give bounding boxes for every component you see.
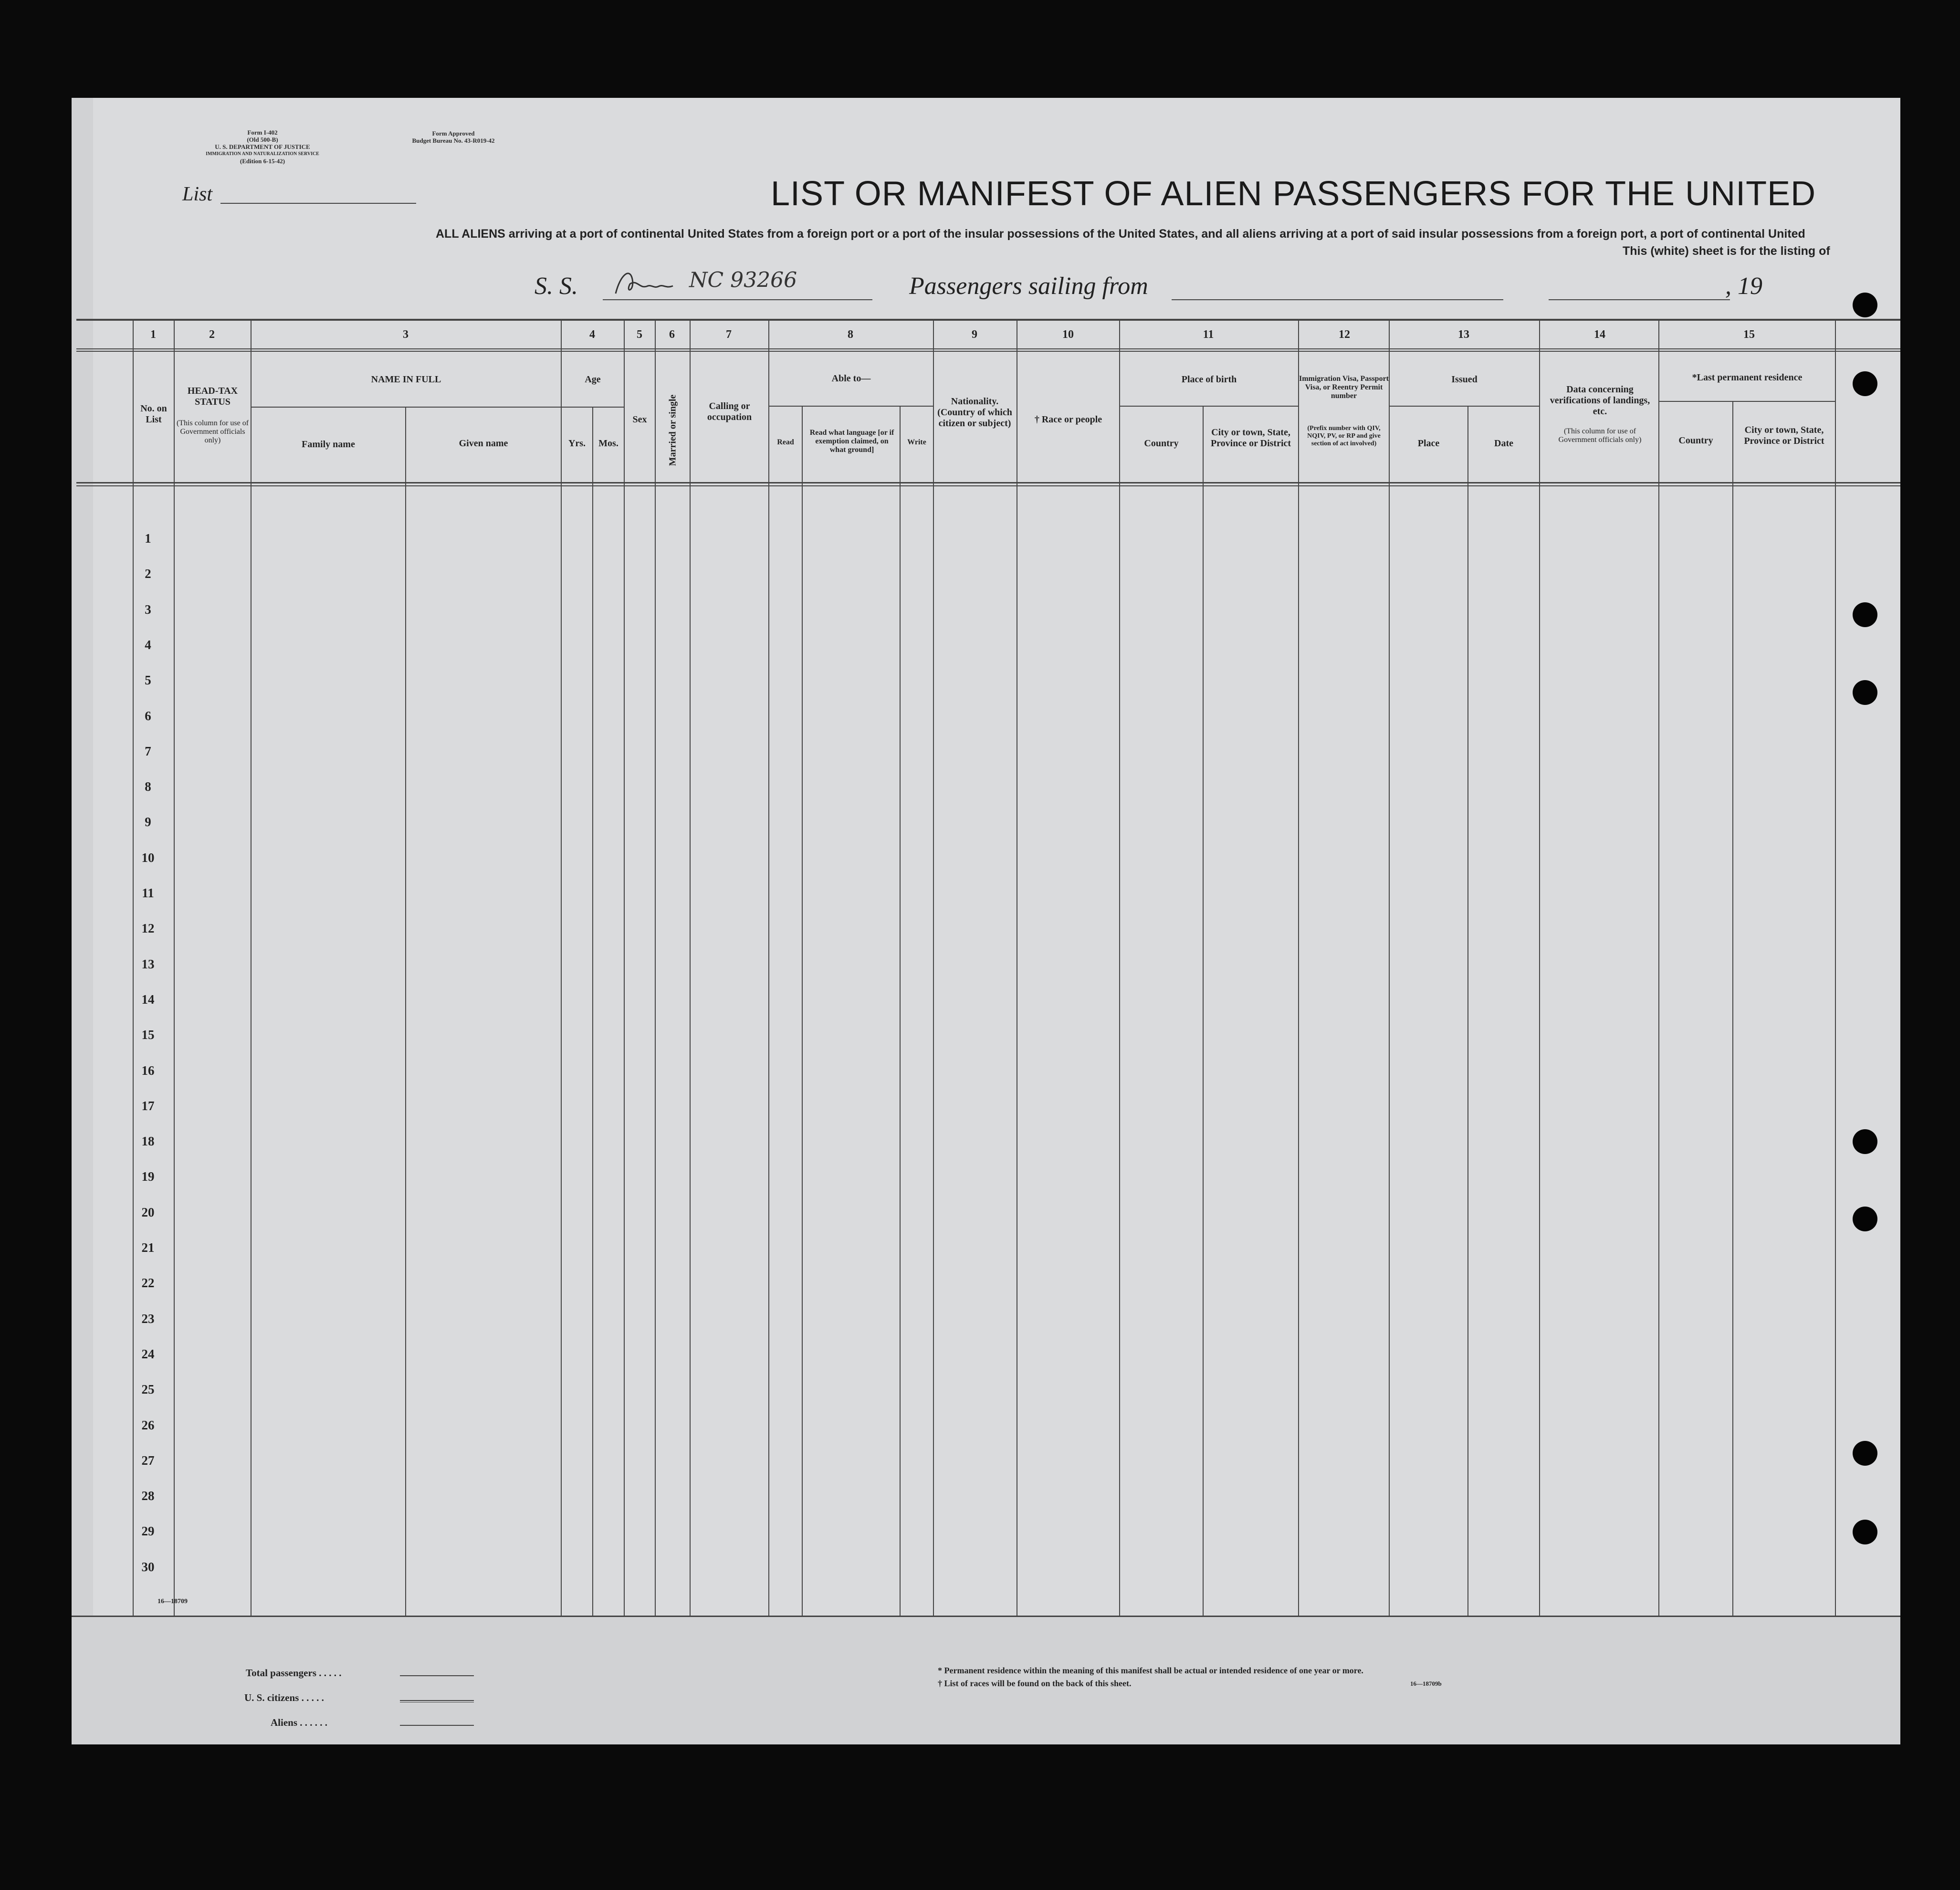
table-bottom-border bbox=[72, 1616, 1900, 1617]
col-line-3 bbox=[251, 319, 252, 1616]
col-line-11 bbox=[802, 407, 803, 1616]
row-number: 10 bbox=[141, 850, 155, 865]
header-head-tax: HEAD-TAX STATUS bbox=[187, 386, 238, 407]
header-bottom-border-2 bbox=[76, 485, 1900, 486]
col-line-17 bbox=[1298, 319, 1299, 1616]
header-issued-date: Date bbox=[1494, 438, 1513, 449]
col-num-15: 15 bbox=[1743, 328, 1755, 341]
col-num-8: 8 bbox=[848, 328, 853, 341]
row-number: 4 bbox=[145, 637, 151, 652]
list-label: List bbox=[182, 183, 213, 205]
row-number: 3 bbox=[145, 602, 151, 617]
col-line-12 bbox=[900, 407, 901, 1616]
col-line-21 bbox=[1658, 319, 1659, 1616]
col-line-5 bbox=[561, 319, 562, 1616]
row-number: 5 bbox=[145, 673, 151, 688]
row-number: 28 bbox=[141, 1489, 155, 1503]
col-line-13 bbox=[933, 319, 934, 1616]
header-given-name: Given name bbox=[459, 438, 508, 449]
header-visa: Immigration Visa, Passport Visa, or Reentry Permit number bbox=[1299, 375, 1389, 400]
header-family-name: Family name bbox=[302, 439, 355, 450]
department: U. S. DEPARTMENT OF JUSTICE bbox=[215, 143, 310, 150]
aliens-label: Aliens . . . . . . bbox=[271, 1717, 328, 1728]
header-last-residence: *Last permanent residence bbox=[1692, 372, 1803, 383]
row-number: 26 bbox=[141, 1418, 155, 1432]
header-bottom-border bbox=[76, 482, 1900, 483]
header-issued-place: Place bbox=[1417, 438, 1440, 449]
citizens-line bbox=[400, 1700, 474, 1701]
page-title: LIST OR MANIFEST OF ALIEN PASSENGERS FOR THE UNITED bbox=[771, 175, 1816, 213]
header-write: Write bbox=[907, 438, 926, 446]
form-id: Form I-402 bbox=[247, 129, 278, 136]
sailing-line-2 bbox=[1549, 299, 1730, 300]
row-number: 18 bbox=[141, 1134, 155, 1149]
header-nationality: Nationality. (Country of which citizen or subject) bbox=[937, 396, 1012, 429]
signature-scribble bbox=[611, 265, 682, 298]
old-form: (Old 500-B) bbox=[247, 136, 278, 143]
print-code: 16—18709 bbox=[157, 1598, 188, 1605]
col-line-19 bbox=[1467, 407, 1468, 1616]
header-data-concerning: Data concerning verifications of landings, etc. bbox=[1550, 384, 1650, 417]
col-num-10: 10 bbox=[1062, 328, 1074, 341]
col-line-23 bbox=[1835, 319, 1836, 1616]
total-line bbox=[400, 1675, 474, 1676]
header-married-or-single: Married or single bbox=[667, 394, 678, 466]
subtitle: ALL ALIENS arriving at a port of continental United States from a foreign port or a port of the insular possessions of the United States, and all aliens arriving at a port of said insular possessions from a foreign port, a port of continental United bbox=[436, 227, 1805, 241]
sailing-line-1 bbox=[1172, 299, 1503, 300]
row-number: 11 bbox=[142, 886, 154, 900]
header-birth-country: Country bbox=[1144, 438, 1179, 449]
issued-subheader-line bbox=[1389, 406, 1539, 407]
row-number: 24 bbox=[141, 1346, 155, 1361]
header-no-on-list: No. on List bbox=[140, 403, 167, 425]
header-place-of-birth: Place of birth bbox=[1181, 374, 1237, 385]
header-data-note: (This column for use of Government officials only) bbox=[1558, 427, 1642, 444]
aliens-line bbox=[400, 1725, 474, 1726]
row-number: 12 bbox=[141, 921, 155, 936]
row-number: 6 bbox=[145, 708, 151, 723]
header-issued: Issued bbox=[1451, 374, 1478, 385]
binder-hole bbox=[1853, 680, 1877, 705]
sailing-label: Passengers sailing from bbox=[909, 273, 1148, 300]
col-line-9 bbox=[690, 319, 691, 1616]
col-num-5: 5 bbox=[637, 328, 642, 341]
row-number: 8 bbox=[145, 779, 151, 794]
header-calling: Calling or occupation bbox=[707, 401, 752, 422]
binder-hole bbox=[1853, 602, 1877, 627]
header-yrs: Yrs. bbox=[568, 438, 586, 449]
edition: (Edition 6-15-42) bbox=[240, 158, 285, 165]
row-number: 19 bbox=[141, 1169, 155, 1184]
total-passengers-label: Total passengers . . . . . bbox=[246, 1667, 342, 1679]
binder-hole bbox=[1853, 1520, 1877, 1544]
col-num-4: 4 bbox=[589, 328, 595, 341]
able-subheader-line bbox=[768, 406, 933, 407]
row-number: 29 bbox=[141, 1524, 155, 1539]
column-number-border-2 bbox=[76, 351, 1900, 352]
col-num-3: 3 bbox=[403, 328, 409, 341]
row-number: 13 bbox=[141, 956, 155, 971]
col-num-2: 2 bbox=[209, 328, 215, 341]
header-able-to: Able to— bbox=[831, 373, 871, 384]
col-line-4 bbox=[405, 407, 406, 1616]
header-age: Age bbox=[585, 374, 601, 385]
row-number: 16 bbox=[141, 1063, 155, 1078]
col-line-20 bbox=[1539, 319, 1540, 1616]
row-number: 27 bbox=[141, 1453, 155, 1468]
ship-line bbox=[603, 299, 872, 300]
year-label: , 19 bbox=[1725, 273, 1762, 300]
col-line-15 bbox=[1119, 319, 1120, 1616]
col-num-7: 7 bbox=[726, 328, 732, 341]
birth-subheader-line bbox=[1119, 406, 1298, 407]
us-citizens-label: U. S. citizens . . . . . bbox=[244, 1692, 324, 1703]
col-num-12: 12 bbox=[1339, 328, 1350, 341]
ss-label: S. S. bbox=[535, 273, 578, 300]
row-number: 7 bbox=[145, 744, 151, 758]
col-num-13: 13 bbox=[1458, 328, 1469, 341]
row-number: 14 bbox=[141, 992, 155, 1007]
row-number: 30 bbox=[141, 1559, 155, 1574]
form-approval bbox=[382, 130, 525, 144]
row-number: 23 bbox=[141, 1311, 155, 1326]
header-head-tax-note: (This column for use of Government officials only) bbox=[176, 419, 249, 444]
col-line-22 bbox=[1732, 401, 1733, 1616]
row-number: 20 bbox=[141, 1205, 155, 1219]
col-line-16 bbox=[1203, 407, 1204, 1616]
col-line-10 bbox=[768, 319, 769, 1616]
header-sex: Sex bbox=[632, 414, 647, 425]
col-line-18 bbox=[1389, 319, 1390, 1616]
col-line-8 bbox=[655, 319, 656, 1616]
header-residence-city: City or town, State, Province or District bbox=[1744, 425, 1824, 446]
header-read-language: Read what language [or if exemption claimed, on what ground] bbox=[809, 429, 894, 454]
form-identifier bbox=[172, 129, 353, 165]
col-num-11: 11 bbox=[1203, 328, 1214, 341]
races-note: † List of races will be found on the back of this sheet. bbox=[938, 1679, 1132, 1688]
binder-hole bbox=[1853, 1129, 1877, 1154]
budget-bureau: Budget Bureau No. 43-R019-42 bbox=[412, 137, 495, 144]
col-num-1: 1 bbox=[150, 328, 156, 341]
footer-code: 16—18709b bbox=[1410, 1680, 1442, 1687]
binder-hole bbox=[1853, 293, 1877, 317]
col-num-14: 14 bbox=[1594, 328, 1605, 341]
binder-hole bbox=[1853, 1207, 1877, 1231]
form-approved: Form Approved bbox=[432, 130, 475, 137]
row-number: 9 bbox=[145, 815, 151, 830]
row-number: 22 bbox=[141, 1276, 155, 1291]
header-birth-city: City or town, State, Province or District bbox=[1210, 427, 1291, 449]
col-line-7 bbox=[624, 319, 625, 1616]
col-line-2 bbox=[174, 319, 175, 1616]
manifest-sheet bbox=[72, 98, 1900, 1744]
header-name-in-full: NAME IN FULL bbox=[371, 374, 441, 385]
row-number: 17 bbox=[141, 1098, 155, 1113]
residence-subheader-line bbox=[1658, 401, 1835, 402]
row-number: 21 bbox=[141, 1240, 155, 1255]
column-number-border bbox=[76, 348, 1900, 349]
header-race: † Race or people bbox=[1034, 414, 1102, 425]
binder-hole bbox=[1853, 371, 1877, 396]
header-read: Read bbox=[777, 438, 794, 446]
row-number: 1 bbox=[145, 531, 151, 546]
row-number: 25 bbox=[141, 1382, 155, 1397]
header-residence-country: Country bbox=[1678, 435, 1713, 446]
col-num-9: 9 bbox=[972, 328, 977, 341]
list-line bbox=[220, 203, 416, 204]
binder-hole bbox=[1853, 1441, 1877, 1466]
service: IMMIGRATION AND NATURALIZATION SERVICE bbox=[206, 151, 319, 157]
ship-name-handwritten bbox=[611, 265, 797, 298]
header-visa-note: (Prefix number with QIV, NQIV, PV, or RP and give section of act involved) bbox=[1307, 425, 1381, 447]
col-line-6 bbox=[592, 407, 593, 1616]
row-number: 15 bbox=[141, 1028, 155, 1042]
ship-number: NC 93266 bbox=[689, 268, 797, 293]
header-mos: Mos. bbox=[598, 438, 618, 449]
col-num-6: 6 bbox=[669, 328, 675, 341]
row-number: 2 bbox=[145, 567, 151, 581]
permanent-residence-note: * Permanent residence within the meaning of this manifest shall be actual or intended residence of one year or more. bbox=[938, 1666, 1363, 1675]
table-top-border bbox=[76, 319, 1900, 321]
subtitle-2: This (white) sheet is for the listing of bbox=[1623, 244, 1830, 258]
